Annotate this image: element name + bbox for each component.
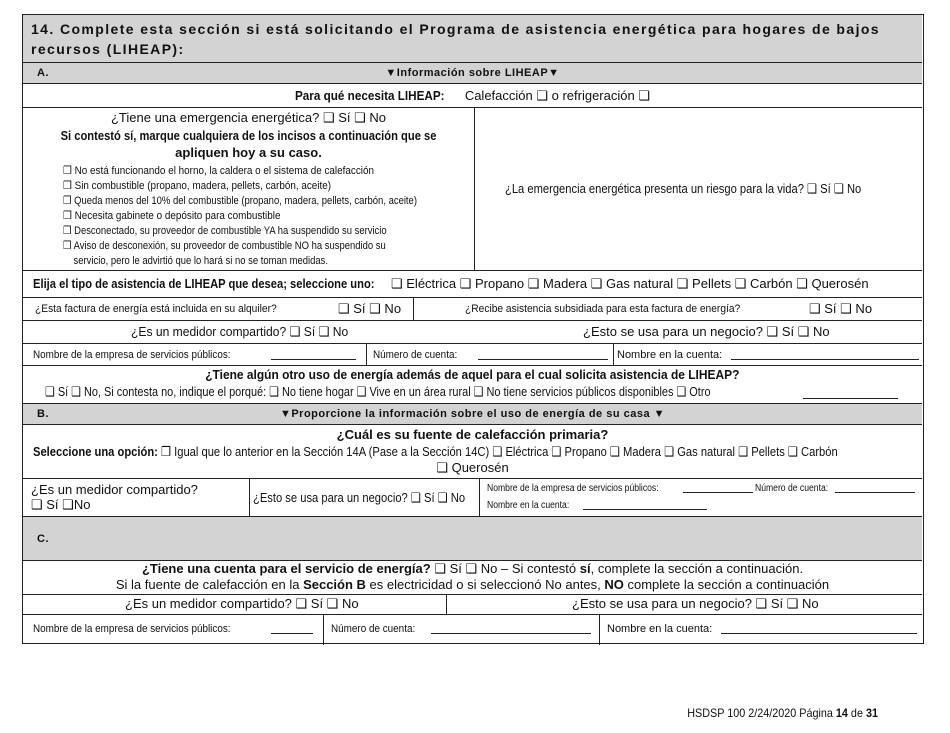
assistance-type-row — [33, 276, 393, 292]
section-title: 14. Complete esta sección si está solicitando el Programa de asistencia energética para hogares de bajos recursos (LIHEAP): — [31, 21, 880, 57]
primary-heat-options[interactable] — [33, 444, 950, 460]
account-name-a[interactable]: Nombre en la cuenta: — [617, 349, 723, 361]
shared-meter-c[interactable]: ¿Es un medidor compartido? ❑ Sí ❑ No — [125, 596, 359, 611]
utility-company-c-field[interactable] — [271, 622, 313, 634]
page-footer: HSDSP 100 2/24/2020 Página 14 de 31 — [687, 706, 878, 720]
why-options[interactable]: Calefacción ❑ o refrigeración ❑ — [464, 88, 650, 103]
why-label: Para qué necesita LIHEAP: — [295, 88, 445, 103]
section-a-letter: A. — [37, 67, 49, 79]
account-name-c[interactable]: Nombre en la cuenta: — [607, 623, 713, 635]
emergency-item[interactable]: ❒ No está funcionando el horno, la caldera o el sistema de calefacción — [63, 165, 375, 177]
section-a-heading: ▼Información sobre LIHEAP▼ — [385, 67, 560, 79]
primary-heat-options-2[interactable]: ❑ Querosén — [436, 460, 509, 475]
emergency-item[interactable]: ❒ Necesita gabinete o depósito para combustible — [63, 210, 281, 222]
utility-company-c[interactable]: Nombre de la empresa de servicios públicos: — [33, 623, 231, 635]
emergency-item[interactable]: ❒ Desconectado, su proveedor de combustible YA ha suspendido su servicio — [63, 225, 387, 237]
emergency-instruction-1: Si contestó sí, marque cualquiera de los incisos a continuación que se — [60, 128, 437, 143]
business-use-b[interactable]: ¿Esto se usa para un negocio? ❑ Sí ❑ No — [253, 490, 466, 505]
business-use-c[interactable]: ¿Esto se usa para un negocio? ❑ Sí ❑ No — [572, 596, 819, 611]
account-number-b[interactable]: Número de cuenta: — [755, 483, 829, 494]
utility-company-a-field[interactable] — [271, 348, 356, 360]
assistance-type-options[interactable]: ❑ Eléctrica ❑ Propano ❑ Madera ❑ Gas natural ❑ Pellets ❑ Carbón ❑ Querosén — [391, 276, 869, 291]
form-id: HSDSP 100 2/24/2020 Página — [687, 706, 836, 720]
account-number-b-field[interactable] — [835, 482, 915, 493]
section-b-heading: ▼Proporcione la información sobre el uso de energía de su casa ▼ — [279, 408, 666, 420]
select-label: Seleccione una opción: — [33, 444, 158, 459]
why-row — [23, 88, 922, 104]
note-c: Si la fuente de calefacción en la Sección B es electricidad o si seleccionó No antes, NO complete la sección a continuación — [115, 577, 830, 592]
other-energy-question: ¿Tiene algún otro uso de energía además de aquel para el cual solicita asistencia de LIHEAP? — [205, 367, 740, 382]
account-name-b-field[interactable] — [583, 499, 707, 510]
liheap-form — [22, 14, 924, 644]
account-name-c-field[interactable] — [721, 622, 917, 634]
life-risk-question[interactable]: ¿La emergencia energética presenta un riesgo para la vida? ❑ Sí ❑ No — [505, 181, 862, 196]
account-number-a[interactable]: Número de cuenta: — [373, 349, 458, 361]
emergency-list — [63, 164, 473, 269]
assistance-type-label: Elija el tipo de asistencia de LIHEAP que desea; seleccione uno: — [33, 276, 375, 291]
page-total: 31 — [865, 706, 878, 720]
subsidized-options[interactable]: ❑ Sí ❑ No — [809, 301, 873, 316]
shared-meter-a[interactable]: ¿Es un medidor compartido? ❑ Sí ❑ No — [131, 324, 349, 339]
bill-in-rent-options[interactable]: ❑ Sí ❑ No — [338, 301, 402, 316]
section-c-letter: C. — [37, 533, 49, 545]
account-name-a-field[interactable] — [731, 348, 919, 360]
account-number-a-field[interactable] — [478, 348, 608, 360]
emergency-question[interactable]: ¿Tiene una emergencia energética? ❑ Sí ❑ No — [110, 110, 387, 125]
shared-meter-b: ¿Es un medidor compartido? — [31, 482, 198, 497]
page-number: 14 — [835, 706, 848, 720]
section-b-letter: B. — [37, 408, 49, 420]
account-question-c[interactable]: ¿Tiene una cuenta para el servicio de energía? ❑ Sí ❑ No – Si contestó sí, complete la sección a continuación. — [141, 561, 804, 576]
utility-company-a[interactable]: Nombre de la empresa de servicios públicos: — [33, 349, 231, 361]
emergency-item[interactable]: ❒ Sin combustible (propano, madera, pellets, carbón, aceite) — [63, 180, 332, 192]
primary-heat-question: ¿Cuál es su fuente de calefacción primaria? — [336, 427, 609, 442]
emergency-instruction-2: apliquen hoy a su caso. — [175, 145, 322, 160]
other-energy-options[interactable]: ❑ Sí ❑ No, Si contesta no, indique el porqué: ❑ No tiene hogar ❑ Vive en un área rural ❑ No tiene servicios públicos disponibles ❑ Otro — [45, 384, 711, 399]
utility-company-b-field[interactable] — [683, 482, 753, 493]
shared-meter-b-options[interactable]: ❑ Sí ❑No — [31, 497, 91, 512]
section-c-header — [23, 517, 922, 560]
bill-in-rent: ¿Esta factura de energía está incluida en su alquiler? — [35, 303, 277, 315]
account-name-b[interactable]: Nombre en la cuenta: — [487, 500, 570, 511]
account-number-c-field[interactable] — [431, 622, 591, 634]
account-number-c[interactable]: Número de cuenta: — [331, 623, 416, 635]
other-reason-field[interactable] — [803, 387, 898, 399]
emergency-item: servicio, pero le advirtió que lo hará si no se toman medidas. — [63, 255, 329, 267]
subsidized: ¿Recibe asistencia subsidiada para esta factura de energía? — [465, 303, 741, 315]
utility-company-b[interactable]: Nombre de la empresa de servicios públicos: — [487, 483, 659, 494]
select-options[interactable]: ❒ Igual que lo anterior en la Sección 14A (Pase a la Sección 14C) ❑ Eléctrica ❑ Propano ❑ Madera ❑ Gas natural ❑ Pellets ❑ Carbón — [160, 444, 838, 459]
emergency-item[interactable]: ❒ Queda menos del 10% del combustible (propano, madera, pellets, carbón, aceite) — [63, 195, 417, 207]
business-use-a[interactable]: ¿Esto se usa para un negocio? ❑ Sí ❑ No — [583, 324, 830, 339]
emergency-item[interactable]: ❒ Aviso de desconexión, su proveedor de combustible NO ha suspendido su — [63, 240, 386, 252]
